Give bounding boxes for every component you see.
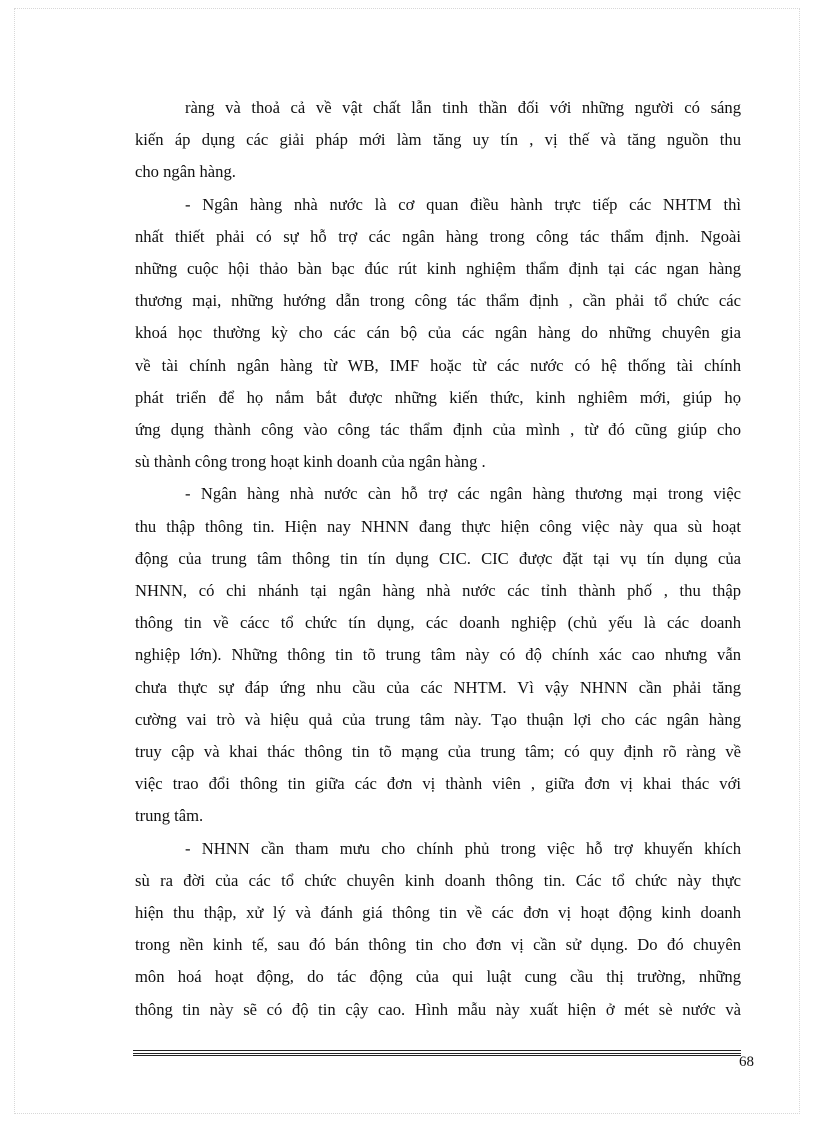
text-line: ứng dụng thành công vào công tác thẩm định của mình , từ đó cũng giúp cho	[135, 420, 741, 440]
text-line: nghiệp lớn). Những thông tin tõ trung tâm này có độ chính xác cao nhưng vẫn	[135, 645, 741, 665]
text-line: cho ngân hàng.	[135, 162, 236, 182]
text-line: thương mại, những hướng dẫn trong công tác thẩm định , cần phải tổ chức các	[135, 291, 741, 311]
text-line: sù thành công trong hoạt kinh doanh của ngân hàng .	[135, 452, 486, 472]
footer-double-rule	[133, 1053, 741, 1056]
text-line: - NHNN cần tham mưu cho chính phủ trong việc hỗ trợ khuyến khích	[185, 838, 741, 858]
text-line: truy cập và khai thác thông tin tõ mạng của trung tâm; có quy định rõ ràng về	[135, 742, 741, 762]
text-line: những cuộc hội thảo bàn bạc đúc rút kinh nghiệm thẩm định tại các ngan hàng	[135, 259, 741, 279]
page-number: 68	[739, 1054, 754, 1070]
text-line: kiến áp dụng các giải pháp mới làm tăng uy tín , vị thế và tăng nguồn thu	[135, 130, 741, 150]
text-line: thu thập thông tin. Hiện nay NHNN đang thực hiện công việc này qua sù hoạt	[135, 516, 741, 536]
footer-rule	[133, 1050, 741, 1051]
text-line: - Ngân hàng nhà nước càn hỗ trợ các ngân hàng thương mại trong việc	[185, 484, 741, 504]
text-line: cường vai trò và hiệu quả của trung tâm này. Tạo thuận lợi cho các ngân hàng	[135, 709, 741, 729]
text-line: khoá học thường kỳ cho các cán bộ của các ngân hàng do những chuyên gia	[135, 323, 741, 343]
text-line: chưa thực sự đáp ứng nhu cầu của các NHTM. Vì vậy NHNN cần phải tăng	[135, 677, 741, 697]
text-line: việc trao đổi thông tin giữa các đơn vị thành viên , giữa đơn vị khai thác với	[135, 774, 741, 794]
text-line: NHNN, có chi nhánh tại ngân hàng nhà nước các tỉnh thành phố , thu thập	[135, 581, 741, 601]
document-body	[135, 92, 741, 1026]
paragraph	[135, 189, 741, 479]
text-line: phát triển để họ nắm bắt được những kiến thức, kinh nghiêm mới, giúp họ	[135, 387, 741, 407]
paragraph	[135, 833, 741, 1026]
text-line: môn hoá hoạt động, do tác động của qui luật cung cầu thị trường, những	[135, 967, 741, 987]
text-line: trong nền kinh tế, sau đó bán thông tin cho đơn vị cần sử dụng. Do đó chuyên	[135, 935, 741, 955]
text-line: - Ngân hàng nhà nước là cơ quan điều hành trực tiếp các NHTM thì	[185, 194, 741, 214]
text-line: thông tin về cácc tổ chức tín dụng, các doanh nghiệp (chủ yếu là các doanh	[135, 613, 741, 633]
text-line: nhất thiết phải có sự hỗ trợ các ngân hàng trong công tác thẩm định. Ngoài	[135, 226, 741, 246]
paragraph	[135, 92, 741, 189]
text-line: trung tâm.	[135, 806, 204, 826]
text-line: hiện thu thập, xử lý và đánh giá thông tin về các đơn vị hoạt động kinh doanh	[135, 903, 741, 923]
text-line: thông tin này sẽ có độ tin cậy cao. Hình mẫu này xuất hiện ở mét sè nước và	[135, 999, 741, 1019]
text-line: ràng và thoả cả về vật chất lẫn tinh thần đối với những người có sáng	[185, 98, 741, 117]
paragraph	[135, 478, 741, 832]
text-line: động của trung tâm thông tin tín dụng CIC. CIC được đặt tại vụ tín dụng của	[135, 548, 741, 568]
text-line: sù ra đời của các tổ chức chuyên kinh doanh thông tin. Các tổ chức này thực	[135, 870, 741, 890]
text-line: về tài chính ngân hàng từ WB, IMF hoặc từ các nước có hệ thống tài chính	[135, 355, 741, 375]
